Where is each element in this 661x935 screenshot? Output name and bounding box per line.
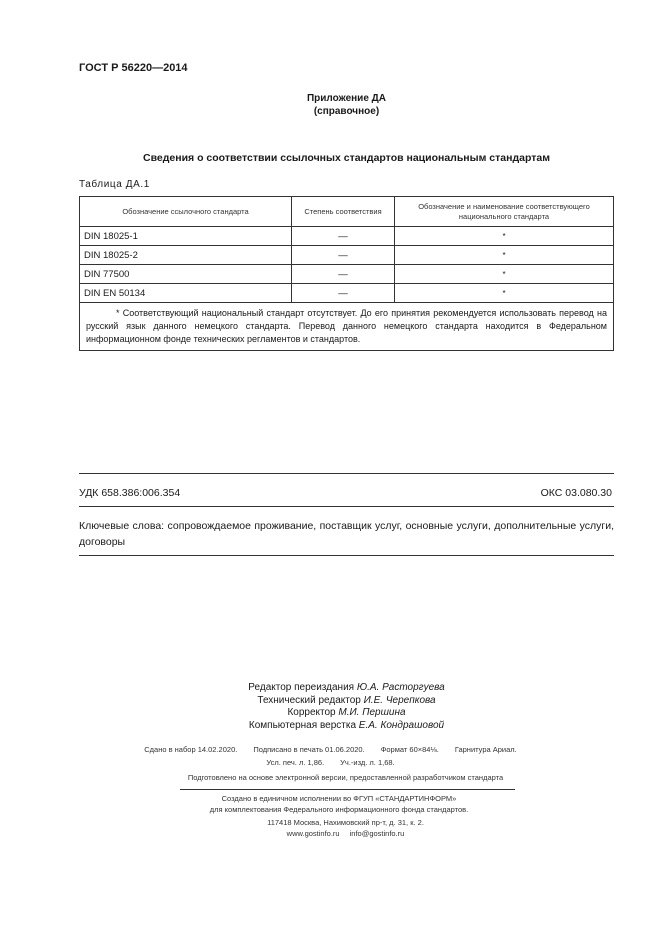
oks-code: ОКС 03.080.30 (540, 487, 612, 499)
staff-credits (0, 682, 661, 732)
reference-table (79, 196, 614, 351)
cell-national: * (395, 265, 614, 284)
staff-line: Редактор переиздания Ю.А. Расторгуева (248, 682, 445, 693)
column-header-degree: Степень соответствия (292, 197, 395, 227)
email-link[interactable]: info@gostinfo.ru (349, 829, 405, 838)
appendix-subtitle: (справочное) (313, 106, 380, 117)
table-header-row (80, 197, 614, 227)
address-line: 117418 Москва, Нахимовский пр-т, д. 31, к. 2. (267, 818, 424, 827)
table-row (80, 284, 614, 303)
cell-reference: DIN 18025-2 (80, 246, 292, 265)
imprint-line-1: Сдано в набор 14.02.2020. Подписано в печать 01.06.2020. Формат 60×84⅛. Гарнитура Ариал. (144, 745, 517, 754)
table-footnote-row (80, 303, 614, 351)
column-header-national: Обозначение и наименование соответствующего национального стандарта (395, 197, 614, 227)
imprint-line-2: Усл. печ. л. 1,86. Уч.-изд. л. 1,68. (266, 758, 395, 767)
divider-bottom (79, 555, 614, 556)
table-row (80, 265, 614, 284)
column-header-reference: Обозначение ссылочного стандарта (80, 197, 292, 227)
print-imprint (0, 743, 661, 769)
appendix-heading (0, 92, 661, 118)
publisher-line-1: Создано в единичном исполнении во ФГУП «СТАНДАРТИНФОРМ» (221, 794, 457, 803)
table-row (80, 246, 614, 265)
publisher-line-2: для комплектования Федерального информационного фонда стандартов. (209, 805, 469, 814)
cell-degree: — (292, 246, 395, 265)
table-footnote: * Соответствующий национальный стандарт отсутствует. До его принятия рекомендуется использовать перевод на русский язык данного немецкого стандарта. Перевод данного немецкого стандарта находится в Федеральном информационном фонде технических регламентов и стандартов. (80, 303, 614, 351)
cell-national: * (395, 246, 614, 265)
section-title: Сведения о соответствии ссылочных стандартов национальным стандартам (143, 152, 550, 164)
staff-line: Компьютерная верстка Е.А. Кондрашовой (248, 719, 445, 731)
cell-degree: — (292, 265, 395, 284)
staff-line: Технический редактор И.Е. Черепкова (257, 694, 436, 706)
udk-code: УДК 658.386:006.354 (79, 487, 181, 499)
cell-national: * (395, 284, 614, 303)
cell-reference: DIN EN 50134 (80, 284, 292, 303)
publisher-info (0, 793, 661, 815)
divider-middle (79, 506, 614, 507)
cell-national: * (395, 227, 614, 246)
cell-degree: — (292, 227, 395, 246)
cell-reference: DIN 18025-1 (80, 227, 292, 246)
publisher-address (0, 817, 661, 839)
website-link[interactable]: www.gostinfo.ru (286, 829, 340, 838)
appendix-title: Приложение ДА (306, 93, 387, 104)
prepared-note: Подготовлено на основе электронной версии, предоставленной разработчиком стандарта (187, 773, 504, 782)
cell-reference: DIN 77500 (80, 265, 292, 284)
table-caption: Таблица ДА.1 (79, 179, 150, 190)
divider-top (79, 473, 614, 474)
table-row (80, 227, 614, 246)
keywords: Ключевые слова: сопровождаемое проживание, поставщик услуг, основные услуги, дополнительные услуги, договоры (79, 520, 614, 548)
standard-number: ГОСТ Р 56220—2014 (79, 62, 188, 74)
contact-line (0, 828, 661, 839)
staff-line: Корректор М.И. Першина (287, 707, 406, 718)
divider-publisher (180, 789, 515, 790)
cell-degree: — (292, 284, 395, 303)
